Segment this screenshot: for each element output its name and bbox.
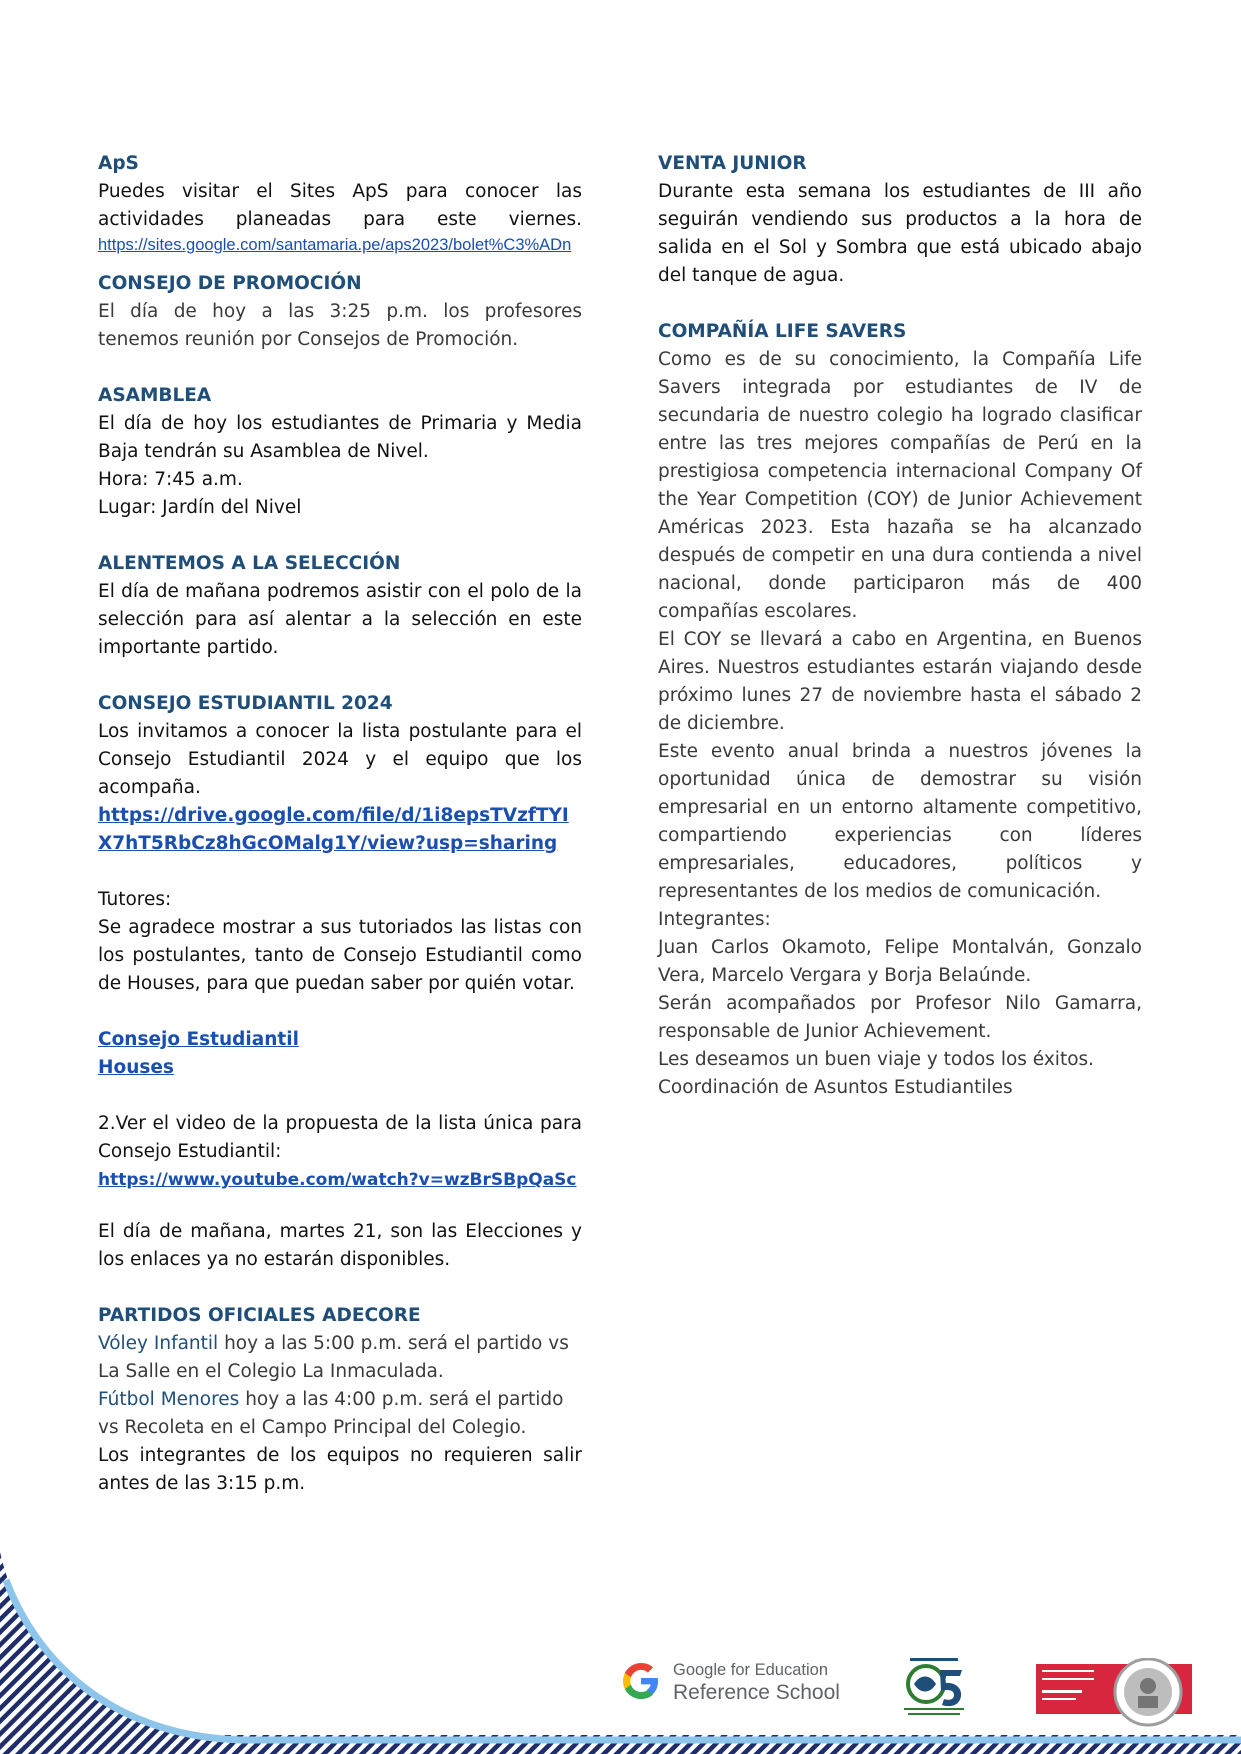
partidos-nota: Los integrantes de los equipos no requieren salir antes de las 3:15 p.m. (98, 1445, 582, 1494)
asamblea-lugar: Lugar: Jardín del Nivel (98, 497, 302, 518)
consejo-promocion-text: El día de hoy a las 3:25 p.m. los profesores tenemos reunión por Consejos de Promoción. (98, 301, 582, 350)
aps-text-line2: actividades planeadas para este viernes. (98, 209, 582, 230)
tutores-label: Tutores: (98, 889, 172, 910)
consejo-estudiantil-link[interactable]: Consejo Estudiantil (98, 1029, 299, 1050)
section-title-aps: ApS (98, 153, 139, 174)
google-education-line2: Reference School (673, 1681, 840, 1704)
life-savers-p1: Como es de su conocimiento, la Compañía Life Savers integrada por estudiantes de IV de secundaria de nuestro colegio ha logrado clasificar entre las tres mejores compañías de Perú en la prestigiosa competencia internacional Company Of the Year Competition (COY) de Junior Achievement Américas 2023. Esta hazaña se ha alcanzado después de competir en una dura contienda a nivel nacional, donde participaron más de 400 compañías escolares. (658, 349, 1142, 622)
video-text: 2.Ver el video de la propuesta de la lista única para Consejo Estudiantil: (98, 1113, 582, 1162)
google-education-logo-text (673, 1660, 840, 1706)
voley-paragraph (98, 1330, 582, 1386)
life-savers-p2: El COY se llevará a cabo en Argentina, en Buenos Aires. Nuestros estudiantes estarán viajando desde próximo lunes 27 de noviembre hasta el sábado 2 de diciembre. (658, 629, 1142, 734)
tutores-text: Se agradece mostrar a sus tutoriados las listas con los postulantes, tanto de Consejo Estudiantil como de Houses, para que puedan saber por quién votar. (98, 917, 582, 994)
bureau-veritas-iso-certification-icon (1036, 1658, 1192, 1728)
asamblea-hora: Hora: 7:45 a.m. (98, 469, 243, 490)
left-column (98, 150, 582, 1498)
integrantes-list: Juan Carlos Okamoto, Felipe Montalván, Gonzalo Vera, Marcelo Vergara y Borja Belaúnde. (658, 937, 1142, 986)
venta-junior-text: Durante esta semana los estudiantes de III año seguirán vendiendo sus productos a la hora de salida en el Sol y Sombra que está ubicado abajo del tanque de agua. (658, 181, 1142, 286)
houses-link[interactable]: Houses (98, 1057, 174, 1078)
google-g-icon (620, 1660, 662, 1702)
voley-label: Vóley Infantil (98, 1333, 219, 1354)
futbol-label: Fútbol Menores (98, 1389, 240, 1410)
futbol-text: hoy a las 4:00 p.m. será el partido vs Recoleta en el Campo Principal del Colegio. (98, 1389, 564, 1438)
section-title-life-savers: COMPAÑÍA LIFE SAVERS (658, 321, 907, 342)
futbol-paragraph (98, 1386, 582, 1442)
asamblea-text: El día de hoy los estudiantes de Primaria y Media Baja tendrán su Asamblea de Nivel. (98, 413, 582, 462)
section-title-consejo-estudiantil: CONSEJO ESTUDIANTIL 2024 (98, 693, 393, 714)
aps-sites-link[interactable]: https://sites.google.com/santamaria.pe/aps2023/bolet%C3%ADn (98, 236, 572, 254)
section-title-venta-junior: VENTA JUNIOR (658, 153, 807, 174)
voley-text: hoy a las 5:00 p.m. será el partido vs La Salle en el Colegio La Inmaculada. (98, 1333, 569, 1382)
deseos-text: Les deseamos un buen viaje y todos los éxitos. (658, 1049, 1095, 1070)
alentemos-text: El día de mañana podremos asistir con el polo de la selección para así alentar a la selección en este importante partido. (98, 581, 582, 658)
integrantes-label: Integrantes: (658, 909, 771, 930)
consejo-estudiantil-text: Los invitamos a conocer la lista postulante para el Consejo Estudiantil 2024 y el equipo que los acompaña. (98, 721, 582, 798)
section-title-consejo-promocion: CONSEJO DE PROMOCIÓN (98, 273, 362, 294)
aps-text-line1: Puedes visitar el Sites ApS para conocer las (98, 181, 582, 202)
section-title-partidos: PARTIDOS OFICIALES ADECORE (98, 1305, 421, 1326)
youtube-video-link[interactable]: https://www.youtube.com/watch?v=wzBrSBpQaSc (98, 1170, 577, 1190)
elecciones-text: El día de mañana, martes 21, son las Elecciones y los enlaces ya no estarán disponibles. (98, 1221, 582, 1270)
life-savers-p3: Este evento anual brinda a nuestros jóvenes la oportunidad única de demostrar su visión empresarial en un entorno altamente competitivo, compartiendo experiencias con líderes empresariales, educadores, políticos y representantes de los medios de comunicación. (658, 741, 1142, 902)
section-title-alentemos: ALENTEMOS A LA SELECCIÓN (98, 553, 401, 574)
right-column (658, 150, 1142, 1102)
drive-list-link[interactable]: https://drive.google.com/file/d/1i8epsTVzfTYIX7hT5RbCz8hGcOMalg1Y/view?usp=sharing (98, 805, 569, 854)
acompanados-text: Serán acompañados por Profesor Nilo Gamarra, responsable de Junior Achievement. (658, 993, 1142, 1042)
pacto-educativo-global-seal-icon (896, 1656, 972, 1718)
section-title-asamblea: ASAMBLEA (98, 385, 212, 406)
google-education-line1: Google for Education (673, 1661, 829, 1679)
firma-text: Coordinación de Asuntos Estudiantiles (658, 1077, 1013, 1098)
